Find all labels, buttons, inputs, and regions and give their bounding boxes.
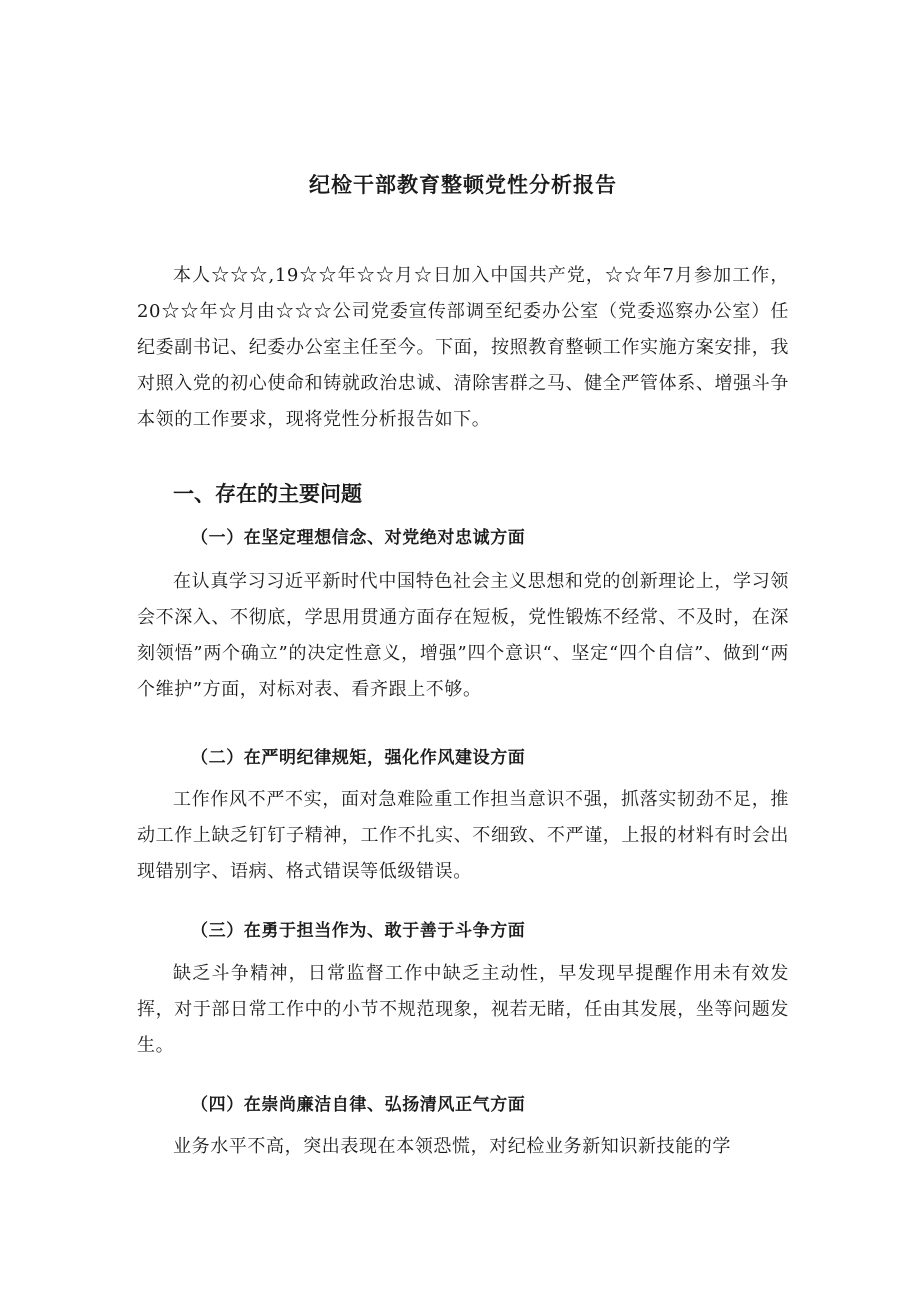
subsection-body-3: 缺乏斗争精神，日常监督工作中缺乏主动性，早发现早提醒作用未有效发挥，对于部日常工作中的小节不规范现象，视若无睹，任由其发展，坐等问题发生。: [137, 963, 789, 1056]
subsection-body-1: 在认真学习习近平新时代中国特色社会主义思想和党的创新理论上，学习领会不深入、不彻底，学思用贯通方面存在短板，党性锻炼不经常、不及时，在深刻领悟”两个确立”的决定性意义，增强”四个意识“、坚定“四个自信”、做到“两个维护”方面，对标对表、看齐跟上不够。: [137, 571, 789, 700]
section-heading-main-problems: 一、存在的主要问题: [173, 482, 362, 506]
subsection-heading-3: （三）在勇于担当作为、敢于善于斗争方面: [191, 921, 526, 941]
document-title: 纪检干部教育整顿党性分析报告: [309, 173, 617, 197]
subsection-body-4: 业务水平不高，突出表现在本领恐慌，对纪检业务新知识新技能的学: [173, 1136, 731, 1157]
subsection-body-2: 工作作风不严不实，面对急难险重工作担当意识不强，抓落实韧劲不足，推动工作上缺乏钉钉子精神，工作不扎实、不细致、不严谨，上报的材料有时会出现错别字、语病、格式错误等低级错误。: [137, 789, 789, 882]
subsection-heading-2: （二）在严明纪律规矩，强化作风建设方面: [191, 748, 526, 768]
subsection-heading-4: （四）在崇尚廉洁自律、弘扬清风正气方面: [191, 1095, 526, 1115]
intro-paragraph: 本人☆☆☆,19☆☆年☆☆月☆日加入中国共产党，☆☆年7月参加工作，20☆☆年☆月由☆☆☆公司党委宣传部调至纪委办公室（党委巡察办公室）任纪委副书记、纪委办公室主任至今。下面，按照教育整顿工作实施方案安排，我对照入党的初心使命和铸就政治忠诚、清除害群之马、健全严管体系、增强斗争本领的工作要求，现将党性分析报告如下。: [137, 265, 789, 430]
subsection-heading-1: （一）在坚定理想信念、对党绝对忠诚方面: [191, 528, 526, 548]
